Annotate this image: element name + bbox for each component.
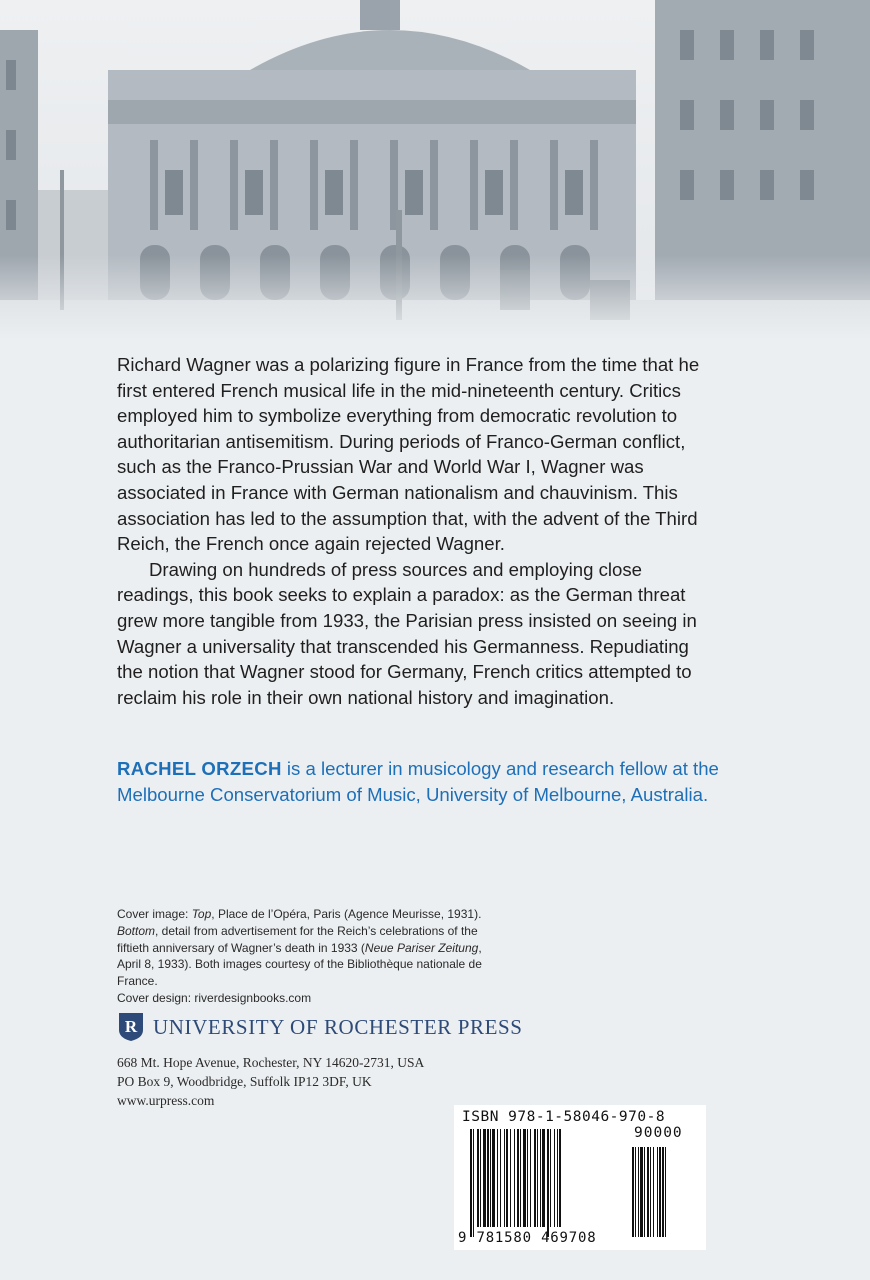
credit-top-text: , Place de l’Opéra, Paris (Agence Meurisse, 1931). xyxy=(211,907,482,921)
ean-first-digit: 9 xyxy=(458,1230,468,1246)
credit-top-label: Top xyxy=(191,907,212,921)
address-line-1: 668 Mt. Hope Avenue, Rochester, NY 14620-2731, USA xyxy=(117,1055,425,1070)
isbn-number: ISBN 978-1-58046-970-8 xyxy=(462,1109,666,1125)
description-paragraph-2: Drawing on hundreds of press sources and employing close readings, this book seeks to explain a paradox: as the German threat grew more tangible from 1933, the Parisian press insisted on seeing in Wagner a universality that transcended his Germanness. Repudiating the notion that Wagner stood for Germany, French critics attempted to reclaim his role in their own national history and imagination. xyxy=(117,558,697,708)
cover-credits xyxy=(117,906,497,1007)
book-description xyxy=(117,352,717,710)
ean-digits xyxy=(458,1230,658,1246)
credit-bottom-label: Bottom xyxy=(117,923,156,938)
author-bio-text: is a lecturer in musicology and research fellow at the Melbourne Conservatorium of Music, University of Melbourne, Australia. xyxy=(117,758,719,805)
publisher-brand xyxy=(117,1012,523,1042)
description-paragraph-1: Richard Wagner was a polarizing figure in France from the time that he first entered French musical life in the mid-nineteenth century. Critics employed him to symbolize everything from democratic revolution to authoritarian antisemitism. During periods of Franco-German conflict, such as the Franco-Prussian War and World War I, Wagner was associated in France with German nationalism and chauvinism. This association has led to the assumption that, with the advent of the Third Reich, the French once again rejected Wagner. xyxy=(117,354,700,555)
credit-bottom-text: , detail from advertisement for the Reich’s celebrations of the fiftieth anniversary of Wagner’s death in 1933 ( xyxy=(117,923,478,955)
credit-prefix: Cover image: xyxy=(117,907,192,921)
opera-house-illustration xyxy=(0,0,870,340)
author-bio xyxy=(117,756,737,807)
publisher-shield-icon xyxy=(117,1012,145,1042)
cover-image-credit xyxy=(117,906,497,990)
cover-design-credit: Cover design: riverdesignbooks.com xyxy=(117,990,312,1005)
publisher-name: UNIVERSITY OF ROCHESTER PRESS xyxy=(153,1014,523,1039)
isbn-barcode xyxy=(454,1105,706,1250)
publisher-website: www.urpress.com xyxy=(117,1093,215,1108)
price-code: 90000 xyxy=(634,1125,683,1141)
publisher-address xyxy=(117,1053,517,1110)
credit-newspaper: Neue Pariser Zeitung xyxy=(364,940,479,955)
cover-photo-paris-opera xyxy=(0,0,870,340)
credit-bottom-end: , April 8, 1933). Both images courtesy of the Bibliothèque nationale de France. xyxy=(117,940,482,989)
address-line-2: PO Box 9, Woodbridge, Suffolk IP12 3DF, UK xyxy=(117,1074,372,1089)
barcode-bars xyxy=(454,1105,706,1250)
author-name: RACHEL ORZECH xyxy=(117,758,282,779)
logo-letter: R xyxy=(124,1017,138,1036)
ean-rest-digits: 781580 469708 xyxy=(476,1230,597,1246)
